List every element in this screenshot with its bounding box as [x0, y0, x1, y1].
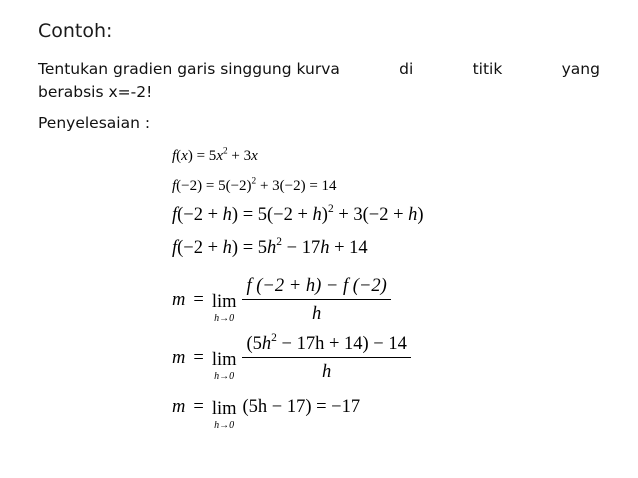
slide-heading: Contoh:: [38, 20, 113, 42]
problem-word-4: yang: [561, 60, 600, 78]
limit-definition: m = lim h→0 $\frac{f (-2 + h) - f (-2)}{h}$: [172, 276, 391, 325]
problem-word-1: Tentukan gradien garis singgung kurva: [38, 60, 340, 78]
problem-statement: [38, 58, 600, 104]
problem-word-2: di: [399, 60, 414, 78]
problem-line-2: berabsis x=-2!: [38, 83, 153, 101]
limit-operator: lim h→0: [211, 292, 237, 324]
limit-operator: lim h→0: [211, 399, 237, 431]
problem-line-1: [38, 58, 600, 81]
fraction: $\frac{(5h^2 - 17h + 14) - 14}{h}$: [242, 334, 410, 383]
equation-f-of-minus-2-plus-h: $f(-2 + h) = 5(-2 + h)^2 + 3(-2 + h)$: [172, 202, 424, 225]
limit-substituted: m = lim h→0 $\frac{(5h^2 - 17h + 14) - 14}{h}$: [172, 334, 411, 383]
limit-operator: lim h→0: [211, 350, 237, 382]
equation-function: $f(x) = 5x^2 + 3x$: [172, 146, 258, 164]
solution-label: Penyelesaian :: [38, 114, 151, 132]
equation-simplified: $f(-2 + h) = 5h^2 - 17h + 14$: [172, 235, 368, 258]
limit-result: m = lim h→0 (5h − 17) = −17: [172, 396, 361, 431]
equation-f-of-minus-2: $f(-2) = 5(-2)^2 + 3(-2) = 14$: [172, 176, 337, 194]
problem-word-3: titik: [472, 60, 503, 78]
fraction: $\frac{f (-2 + h) - f (-2)}{h}$: [242, 276, 390, 325]
